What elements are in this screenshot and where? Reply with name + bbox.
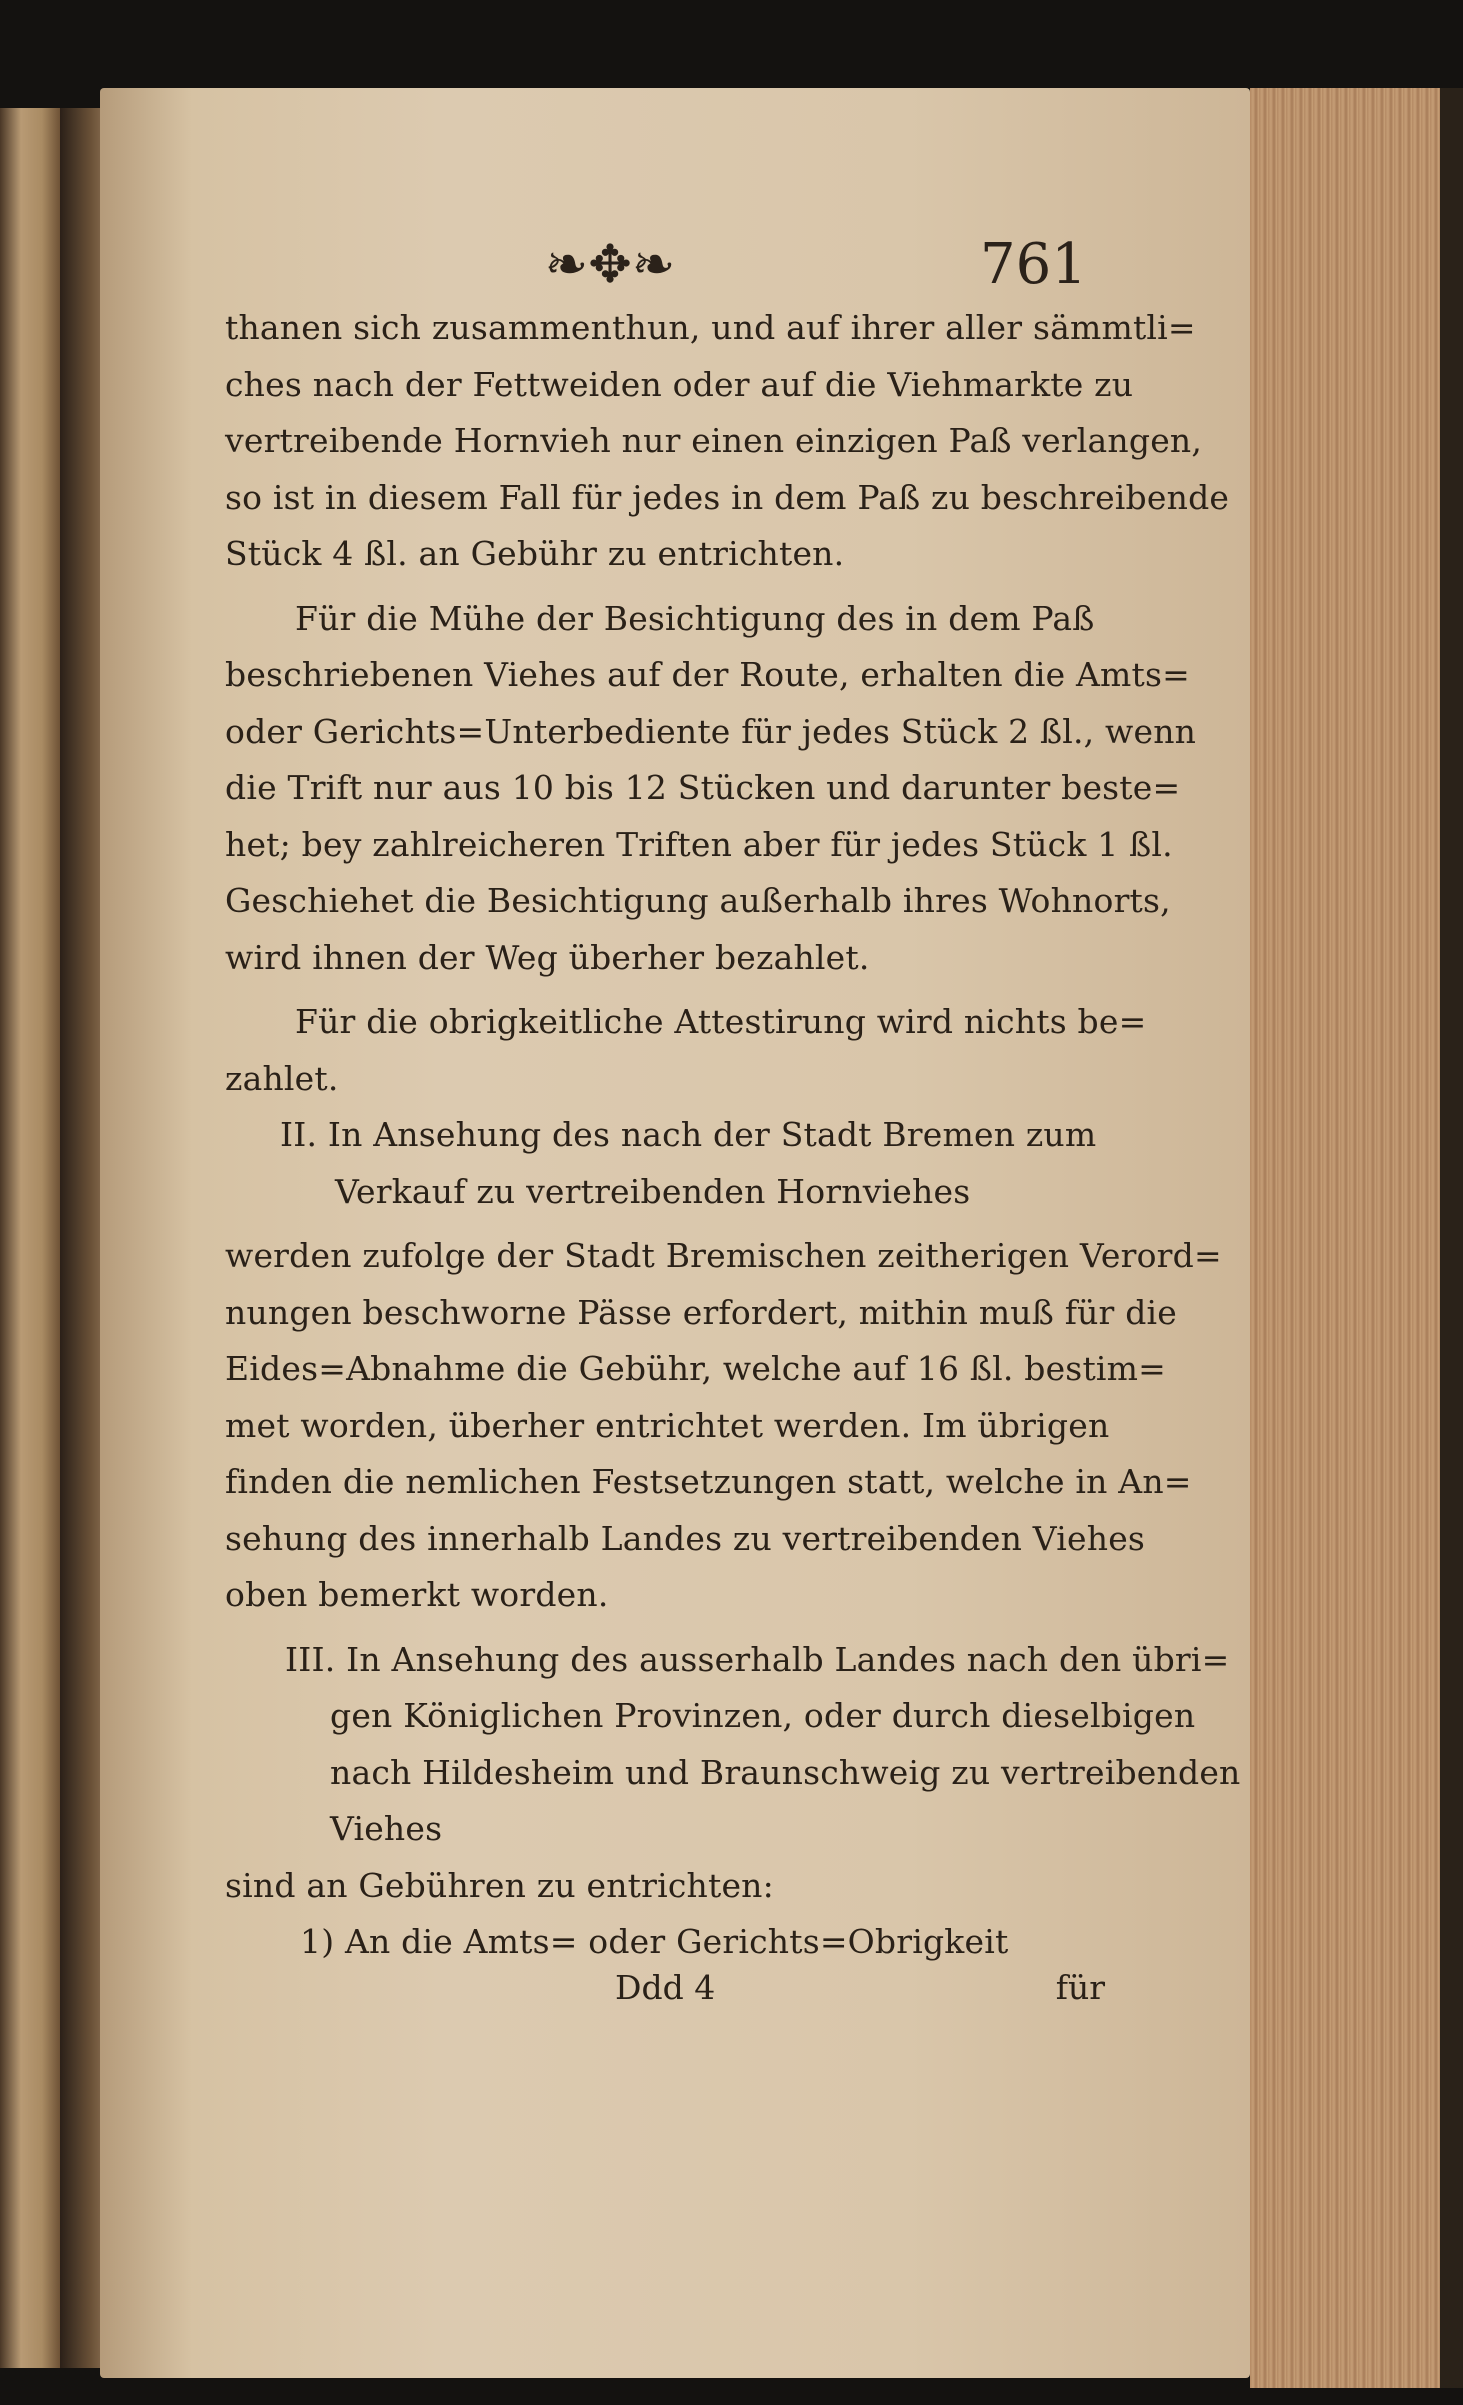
text-line: thanen sich zusammenthun, und auf ihrer aller sämmtli=	[225, 308, 1196, 347]
left-page-edge	[0, 108, 60, 2368]
ornament-icon: ❧✥❧	[544, 235, 676, 295]
text-line: beschriebenen Viehes auf der Route, erhalten die Amts=	[225, 655, 1190, 694]
text-line: nungen beschworne Pässe erfordert, mithin muß für die	[225, 1292, 1178, 1332]
text-line: Für die Mühe der Besichtigung des in dem Paß	[295, 598, 1095, 638]
page-number: 761	[980, 232, 1087, 297]
text-line: Geschiehet die Besichtigung außerhalb ihres Wohnorts,	[225, 881, 1171, 920]
cover-edge	[1440, 88, 1463, 2388]
text-line: Stück 4 ßl. an Gebühr zu entrichten.	[225, 534, 845, 573]
text-line: werden zufolge der Stadt Bremischen zeitherigen Verord=	[225, 1236, 1222, 1275]
text-line: finden die nemlichen Festsetzungen statt, welche in An=	[225, 1462, 1192, 1501]
text-line: Für die obrigkeitliche Attestirung wird nichts be=	[295, 1002, 1147, 1041]
text-line: vertreibende Hornvieh nur einen einzigen Paß verlangen,	[225, 421, 1203, 460]
text-line: ches nach der Fettweiden oder auf die Viehmarkte zu	[225, 364, 1134, 404]
text-line: met worden, überher entrichtet werden. Im übrigen	[225, 1405, 1110, 1445]
text-line: so ist in diesem Fall für jedes in dem Paß zu beschreibende	[225, 477, 1230, 517]
text-line: die Trift nur aus 10 bis 12 Stücken und darunter beste=	[225, 768, 1181, 807]
section-heading-continuation: nach Hildesheim und Braunschweig zu vertreibenden	[330, 1752, 1241, 1792]
page-footer	[225, 1960, 1105, 2016]
text-line: oder Gerichts=Unterbediente für jedes Stück 2 ßl., wenn	[225, 711, 1197, 751]
signature-mark: Ddd 4	[615, 1968, 716, 2007]
catchword: für	[1055, 1968, 1105, 2007]
section-heading: III. In Ansehung des ausserhalb Landes nach den übri=	[285, 1639, 1230, 1679]
section-heading-continuation: Verkauf zu vertreibenden Hornviehes	[335, 1171, 971, 1211]
text-line: oben bemerkt worden.	[225, 1575, 609, 1614]
text-line: wird ihnen der Weg überher bezahlet.	[225, 937, 870, 977]
page-block-edge	[1250, 88, 1463, 2388]
section-heading-continuation: gen Königlichen Provinzen, oder durch dieselbigen	[330, 1696, 1196, 1735]
text-line: sind an Gebühren zu entrichten:	[225, 1865, 774, 1905]
section-heading-continuation: Viehes	[330, 1809, 443, 1848]
text-line: sehung des innerhalb Landes zu vertreibenden Viehes	[225, 1518, 1146, 1558]
list-item: 1) An die Amts= oder Gerichts=Obrigkeit	[300, 1922, 1009, 1961]
body-text	[225, 300, 1241, 1971]
text-line: zahlet.	[225, 1058, 339, 1098]
text-line: Eides=Abnahme die Gebühr, welche auf 16 ßl. bestim=	[225, 1349, 1166, 1388]
text-line: het; bey zahlreicheren Triften aber für jedes Stück 1 ßl.	[225, 824, 1173, 864]
section-heading: II. In Ansehung des nach der Stadt Bremen zum	[280, 1115, 1097, 1154]
